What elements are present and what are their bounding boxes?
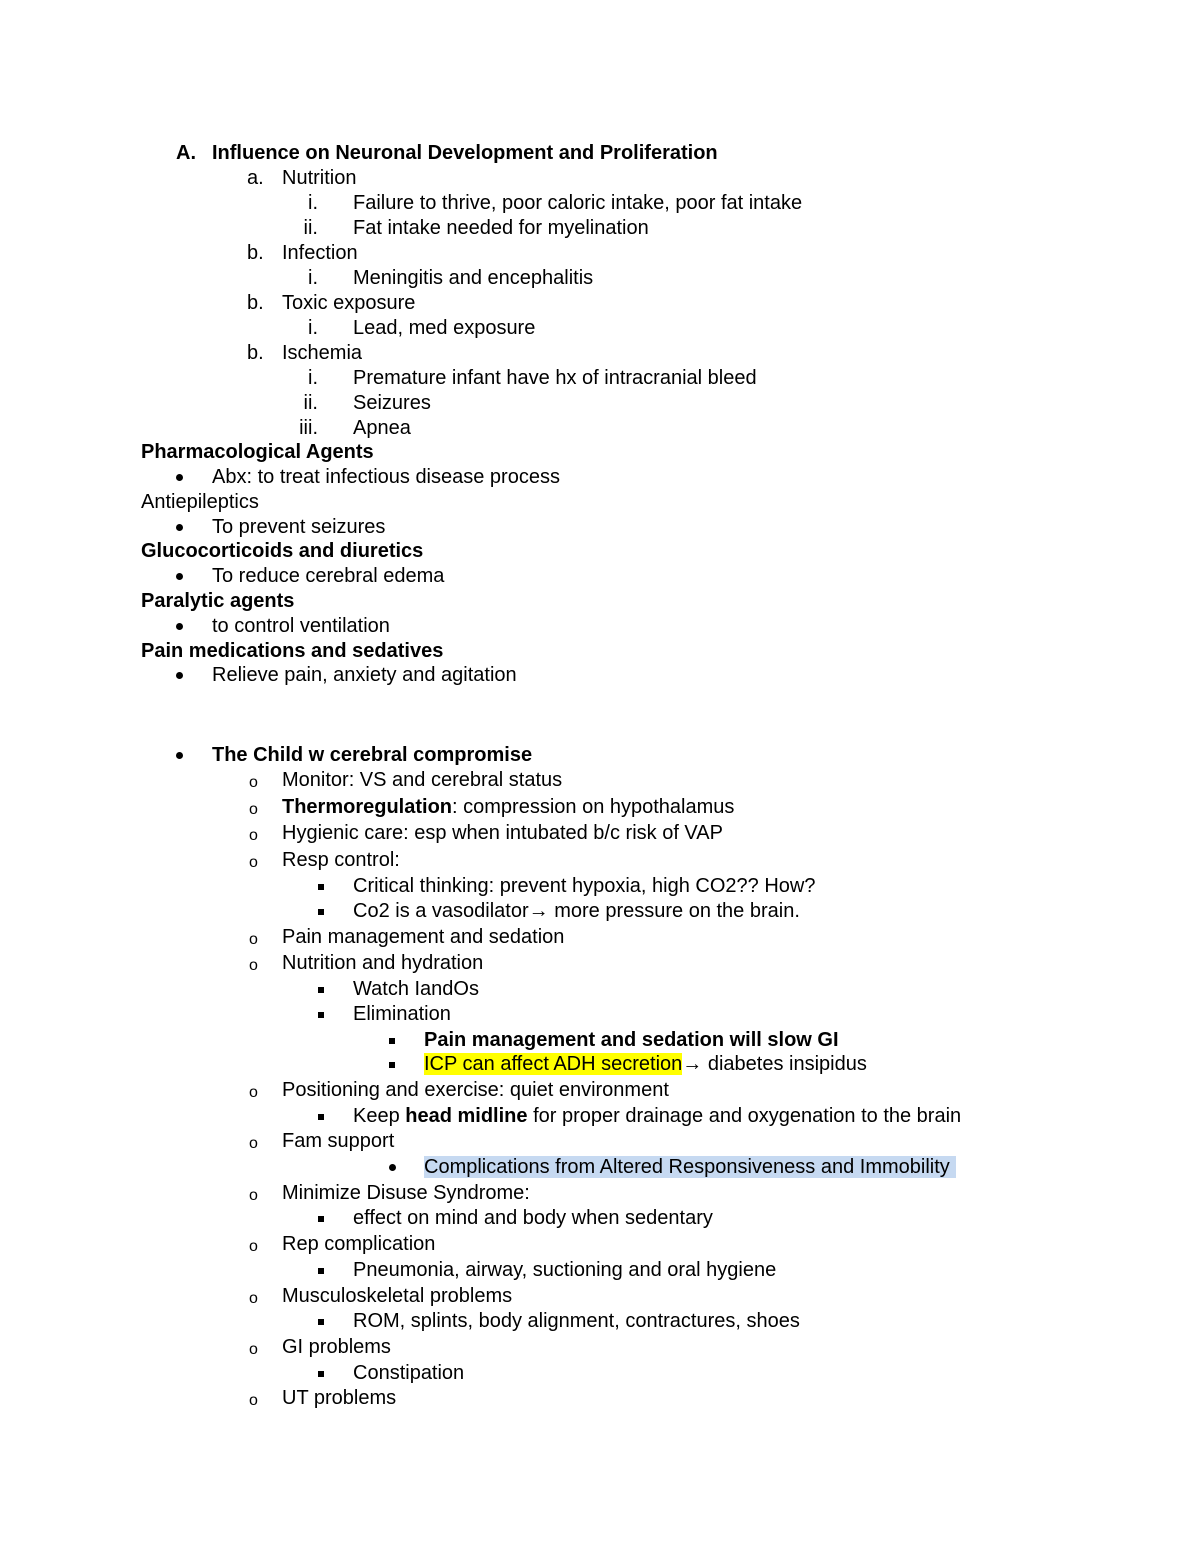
- list-item: Resp control:: [282, 849, 400, 871]
- list-item: Abx: to treat infectious disease process: [212, 466, 560, 488]
- list-item: Positioning and exercise: quiet environment: [282, 1079, 669, 1101]
- list-item-toxic-exposure: Toxic exposure: [282, 292, 416, 314]
- list-item: Failure to thrive, poor caloric intake, poor fat intake: [353, 192, 803, 214]
- list-marker: b.: [247, 292, 264, 314]
- list-item: UT problems: [282, 1387, 397, 1409]
- circle-bullet-icon: o: [249, 774, 258, 791]
- list-item: Premature infant have hx of intracranial bleed: [353, 367, 757, 389]
- circle-bullet-icon: o: [249, 827, 258, 844]
- list-item: Minimize Disuse Syndrome:: [282, 1182, 530, 1204]
- list-item-text: → diabetes insipidus: [682, 1053, 867, 1075]
- list-item: Constipation: [353, 1362, 465, 1384]
- list-marker: b.: [247, 342, 264, 364]
- bold-text: head midline: [405, 1105, 528, 1127]
- list-item: Critical thinking: prevent hypoxia, high CO2?? How?: [353, 875, 816, 897]
- list-item: Elimination: [353, 1003, 451, 1025]
- circle-bullet-icon: o: [249, 1341, 258, 1358]
- list-item: To reduce cerebral edema: [212, 565, 445, 587]
- square-bullet-icon: [318, 1258, 324, 1283]
- list-item: Hygienic care: esp when intubated b/c risk of VAP: [282, 822, 723, 844]
- list-item-head-midline: [353, 1104, 961, 1129]
- list-marker: i.: [308, 367, 318, 389]
- list-item: Fam support: [282, 1130, 395, 1152]
- list-item-complications: [424, 1155, 956, 1180]
- list-item-infection: Infection: [282, 242, 358, 264]
- square-bullet-icon: [318, 1309, 324, 1334]
- list-item: Apnea: [353, 417, 411, 439]
- pain-heading: Pain medications and sedatives: [141, 640, 444, 662]
- antiepileptics-heading: Antiepileptics: [141, 491, 259, 513]
- child-heading: The Child w cerebral compromise: [212, 744, 533, 766]
- section-a-title: Influence on Neuronal Development and Proliferation: [212, 142, 718, 164]
- square-bullet-icon: [318, 1002, 324, 1027]
- square-bullet-icon: [318, 977, 324, 1002]
- list-marker: b.: [247, 242, 264, 264]
- list-item: Seizures: [353, 392, 431, 414]
- gluco-heading: Glucocorticoids and diuretics: [141, 540, 424, 562]
- list-item: Nutrition and hydration: [282, 952, 484, 974]
- list-item-ischemia: Ischemia: [282, 342, 363, 364]
- list-item: ROM, splints, body alignment, contractures, shoes: [353, 1310, 800, 1332]
- list-marker: ii.: [303, 392, 318, 414]
- list-item-thermoregulation: [282, 795, 734, 820]
- circle-bullet-icon: o: [249, 1135, 258, 1152]
- square-bullet-icon: [318, 1206, 324, 1231]
- list-item: Co2 is a vasodilator→ more pressure on the brain.: [353, 900, 800, 922]
- circle-bullet-icon: o: [249, 931, 258, 948]
- list-item-text: Keep: [353, 1105, 406, 1127]
- circle-bullet-icon: o: [249, 1187, 258, 1204]
- list-item: Fat intake needed for myelination: [353, 217, 649, 239]
- list-item-nutrition: Nutrition: [282, 167, 357, 189]
- list-item: Pain management and sedation: [282, 926, 565, 948]
- list-item: GI problems: [282, 1336, 391, 1358]
- thermo-text: : compression on hypothalamus: [452, 796, 735, 818]
- bullet-icon: [176, 465, 183, 490]
- circle-bullet-icon: o: [249, 957, 258, 974]
- bullet-icon: [389, 1155, 396, 1180]
- paralytic-heading: Paralytic agents: [141, 590, 295, 612]
- list-marker: iii.: [299, 417, 318, 439]
- bullet-icon: [176, 515, 183, 540]
- highlighted-text: Complications from Altered Responsiveness and Immobility: [424, 1156, 956, 1178]
- section-a-marker: A.: [176, 142, 196, 164]
- list-item: Rep complication: [282, 1233, 436, 1255]
- square-bullet-icon: [318, 1361, 324, 1386]
- list-item: Monitor: VS and cerebral status: [282, 769, 563, 791]
- square-bullet-icon: [389, 1028, 395, 1053]
- list-item-text: for proper drainage and oxygenation to the brain: [527, 1105, 962, 1127]
- circle-bullet-icon: o: [249, 801, 258, 818]
- bullet-icon: [176, 564, 183, 589]
- thermo-bold-text: Thermoregulation: [282, 796, 453, 818]
- circle-bullet-icon: o: [249, 1392, 258, 1409]
- list-item: Pain management and sedation will slow GI: [424, 1029, 839, 1051]
- list-marker: ii.: [303, 217, 318, 239]
- square-bullet-icon: [318, 1104, 324, 1129]
- list-item: Meningitis and encephalitis: [353, 267, 594, 289]
- list-marker: i.: [308, 317, 318, 339]
- square-bullet-icon: [318, 899, 324, 924]
- list-marker: i.: [308, 267, 318, 289]
- square-bullet-icon: [389, 1052, 395, 1077]
- bullet-icon: [176, 614, 183, 639]
- square-bullet-icon: [318, 874, 324, 899]
- bullet-icon: [176, 743, 183, 768]
- list-item: Musculoskeletal problems: [282, 1285, 513, 1307]
- list-marker: a.: [247, 167, 264, 189]
- list-item: Lead, med exposure: [353, 317, 536, 339]
- highlighted-text: ICP can affect ADH secretion: [424, 1053, 683, 1075]
- circle-bullet-icon: o: [249, 1238, 258, 1255]
- circle-bullet-icon: o: [249, 854, 258, 871]
- list-item: effect on mind and body when sedentary: [353, 1207, 713, 1229]
- list-item: To prevent seizures: [212, 516, 386, 538]
- list-marker: i.: [308, 192, 318, 214]
- list-item: Pneumonia, airway, suctioning and oral hygiene: [353, 1259, 777, 1281]
- pharm-heading: Pharmacological Agents: [141, 441, 374, 463]
- list-item-adh: [424, 1052, 867, 1077]
- list-item: Watch IandOs: [353, 978, 479, 1000]
- circle-bullet-icon: o: [249, 1084, 258, 1101]
- circle-bullet-icon: o: [249, 1290, 258, 1307]
- bullet-icon: [176, 663, 183, 688]
- list-item: Relieve pain, anxiety and agitation: [212, 664, 517, 686]
- list-item: to control ventilation: [212, 615, 390, 637]
